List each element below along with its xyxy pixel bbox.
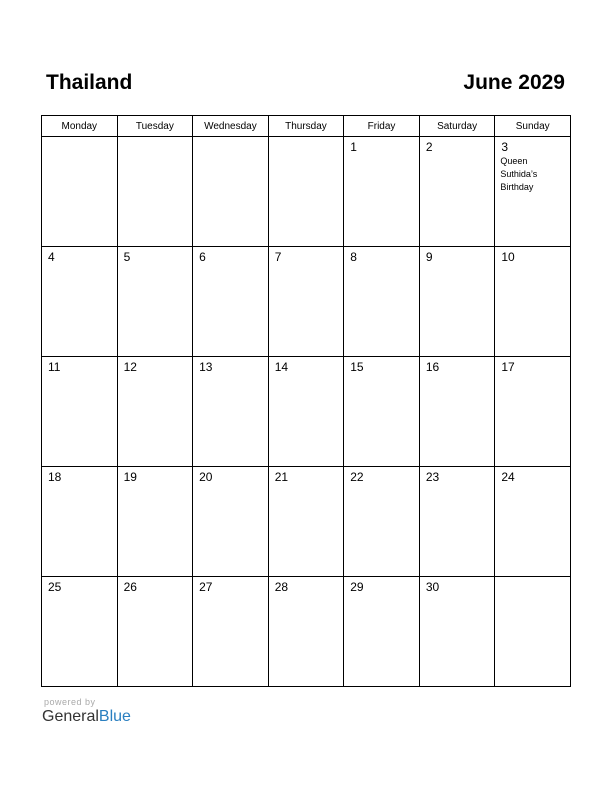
day-cell: [42, 247, 118, 357]
day-number: 5: [123, 250, 131, 264]
day-cell: [117, 247, 193, 357]
day-number: 7: [274, 250, 282, 264]
day-cell: [344, 247, 420, 357]
day-cell: [419, 577, 495, 687]
day-number: 18: [48, 470, 62, 484]
day-cell: [495, 357, 571, 467]
day-number: 29: [350, 580, 364, 594]
day-cell: [495, 247, 571, 357]
day-number: 15: [350, 360, 364, 374]
day-cell: [42, 357, 118, 467]
day-number: 10: [501, 250, 515, 264]
week-row: [42, 357, 571, 467]
day-cell: [268, 247, 344, 357]
generalblue-logo[interactable]: [42, 708, 131, 726]
day-number: 30: [425, 580, 440, 594]
day-cell: [117, 357, 193, 467]
day-number: 19: [123, 470, 137, 484]
day-cell: [419, 137, 495, 247]
brand-blue-text: Blue: [98, 708, 131, 725]
day-cell: [495, 577, 571, 687]
day-number: 6: [199, 250, 206, 264]
day-cell: [193, 137, 269, 247]
day-number: 27: [199, 580, 213, 594]
day-cell: [42, 467, 118, 577]
weekday-header: Friday: [344, 116, 420, 137]
day-cell: [117, 467, 193, 577]
day-cell: [193, 247, 269, 357]
country-title: Thailand: [46, 71, 133, 94]
calendar-grid: [41, 115, 571, 687]
day-number: 9: [425, 250, 433, 264]
day-number: 4: [48, 250, 55, 264]
week-row: [42, 137, 571, 247]
week-row: [42, 577, 571, 687]
day-number: 14: [274, 360, 289, 374]
day-cell: [268, 467, 344, 577]
weekday-header: Thursday: [268, 116, 344, 137]
day-number: 8: [350, 250, 357, 264]
day-cell: [495, 137, 571, 247]
day-number: 11: [48, 360, 61, 374]
holiday-label: Queen Suthida’s Birthday: [500, 156, 538, 192]
day-cell: [495, 467, 571, 577]
day-number: 2: [425, 140, 433, 154]
day-cell: [344, 577, 420, 687]
week-row: [42, 247, 571, 357]
day-number: 25: [48, 580, 62, 594]
weekday-header: Saturday: [419, 116, 495, 137]
day-number: 17: [501, 360, 515, 374]
day-cell: [117, 137, 193, 247]
weekday-header-row: [42, 116, 571, 137]
day-cell: [344, 467, 420, 577]
day-number: 21: [274, 470, 289, 484]
day-cell: [344, 357, 420, 467]
day-cell: [268, 577, 344, 687]
day-number: 16: [425, 360, 440, 374]
day-cell: [193, 467, 269, 577]
brand-general-text: General: [42, 708, 99, 725]
weekday-header: Monday: [42, 116, 118, 137]
weekday-header: Tuesday: [117, 116, 193, 137]
day-cell: [268, 357, 344, 467]
day-number: 28: [274, 580, 289, 594]
day-number: 1: [350, 140, 357, 154]
day-number: 23: [425, 470, 440, 484]
month-year-title: June 2029: [463, 71, 565, 94]
week-row: [42, 467, 571, 577]
powered-by-label: powered by: [44, 697, 96, 707]
day-cell: [419, 247, 495, 357]
day-number: 24: [501, 470, 515, 484]
day-number: 20: [199, 470, 213, 484]
day-number: 12: [123, 360, 137, 374]
weekday-header: Sunday: [495, 116, 571, 137]
day-cell: [117, 577, 193, 687]
weekday-header: Wednesday: [193, 116, 269, 137]
day-cell: [42, 577, 118, 687]
day-number: 22: [350, 470, 364, 484]
day-number: 13: [199, 360, 213, 374]
day-cell: [419, 467, 495, 577]
day-number: 26: [123, 580, 137, 594]
day-cell: [268, 137, 344, 247]
day-cell: [42, 137, 118, 247]
day-cell: [344, 137, 420, 247]
day-cell: [193, 357, 269, 467]
day-cell: [193, 577, 269, 687]
day-number: 3: [501, 140, 509, 154]
day-cell: [419, 357, 495, 467]
